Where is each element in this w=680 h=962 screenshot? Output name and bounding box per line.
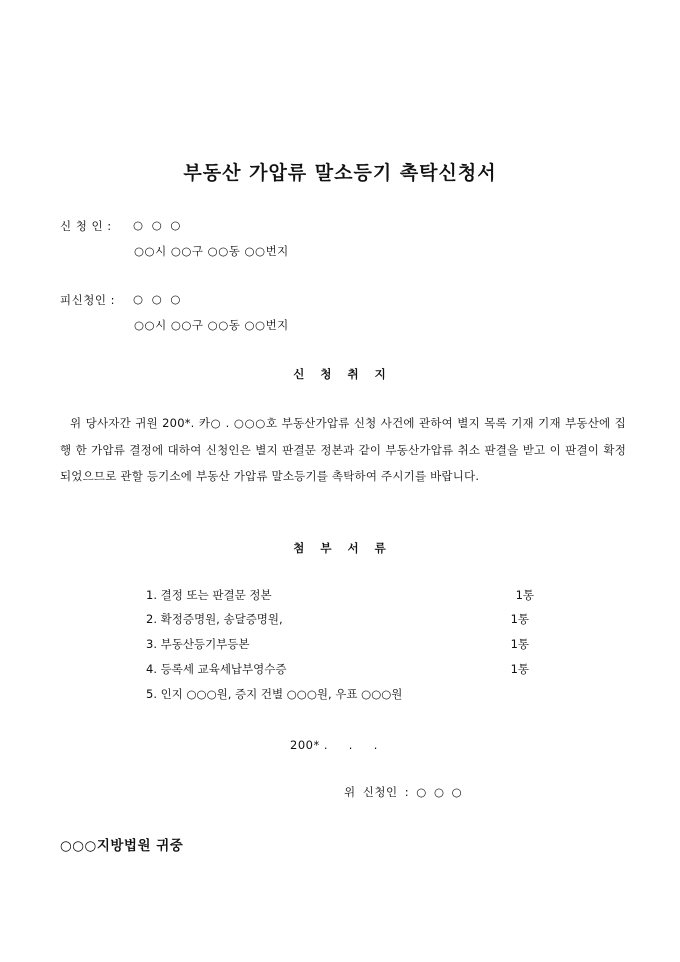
purpose-heading: 신 청 취 지 <box>293 367 387 381</box>
attachment-item <box>146 587 546 607</box>
respondent-name: ○ ○ ○ <box>133 292 181 306</box>
attachments-heading: 첨 부 서 류 <box>293 541 387 555</box>
respondent-label: 피신청인 : <box>60 293 115 307</box>
attachment-text: 2. 확정증명원, 송달증명원, <box>146 612 283 626</box>
respondent-address: ○○시 ○○구 ○○동 ○○번지 <box>134 318 289 332</box>
attachment-count: 1통 <box>515 588 534 602</box>
applicant-address: ○○시 ○○구 ○○동 ○○번지 <box>134 244 289 258</box>
applicant-name: ○ ○ ○ <box>133 218 181 232</box>
attachment-count: 1통 <box>510 662 529 676</box>
signature-line: 위 신청인 : ○ ○ ○ <box>344 785 463 799</box>
attachment-item <box>146 611 546 631</box>
attachment-text: 4. 등록세 교육세납부영수증 <box>146 662 287 676</box>
purpose-body: 위 당사자간 귀원 200*. 카○ . ○○○호 부동산가압류 신청 사건에 관하여 별지 목록 기재 기재 부동산에 집행 한 가압류 결정에 대하여 신청인은 별지 판결문 정본과 같이 부동산가압류 취소 판결을 받고 이 판결이 확정되었으므로 관할 등기소에 부동산 가압류 말소등기를 촉탁하여 주시기를 바랍니다. <box>60 416 626 483</box>
attachment-item <box>146 686 546 706</box>
attachment-text: 5. 인지 ○○○원, 증지 건별 ○○○원, 우표 ○○○원 <box>146 687 403 701</box>
attachment-item <box>146 636 546 656</box>
date-line: 200* . . . <box>290 738 378 752</box>
attachment-item <box>146 661 546 681</box>
attachment-count: 1통 <box>510 612 529 626</box>
court-addressee: ○○○지방법원 귀중 <box>60 838 184 854</box>
applicant-label: 신 청 인 : <box>60 219 112 233</box>
attachment-text: 1. 결정 또는 판결문 정본 <box>146 588 272 602</box>
document-title: 부동산 가압류 말소등기 촉탁신청서 <box>183 162 497 184</box>
attachment-count: 1통 <box>510 637 529 651</box>
attachment-text: 3. 부동산등기부등본 <box>146 637 250 651</box>
